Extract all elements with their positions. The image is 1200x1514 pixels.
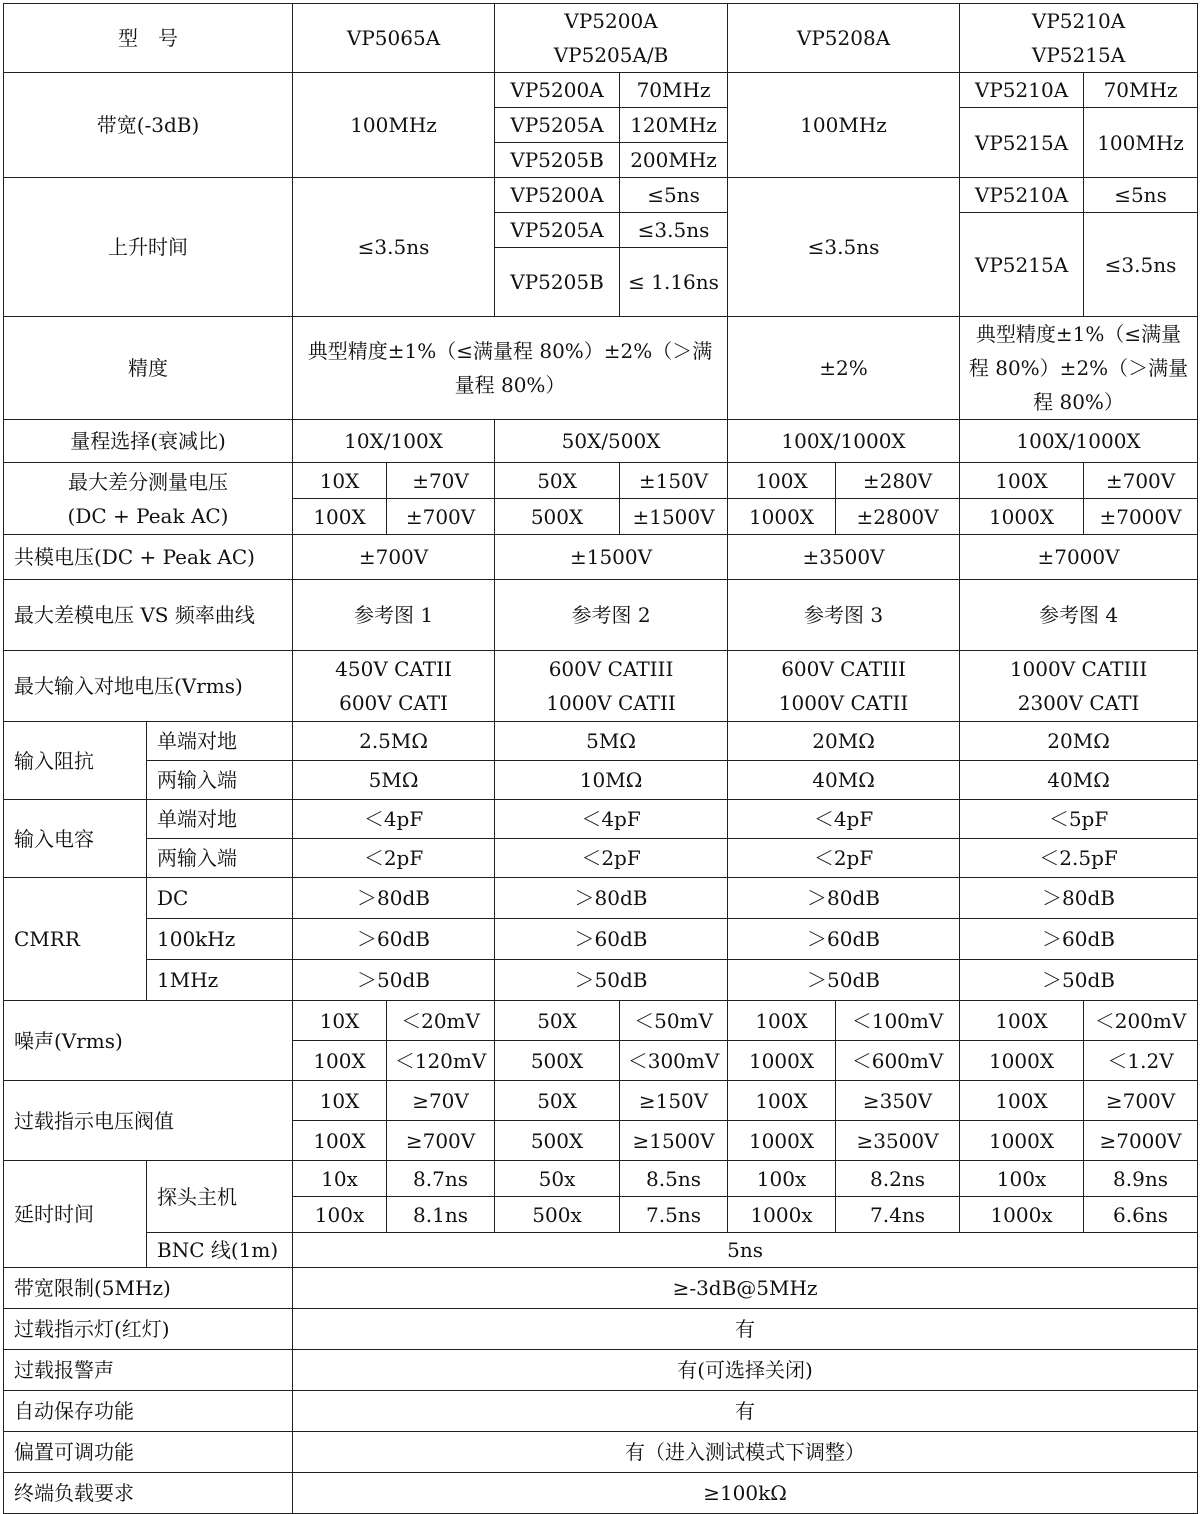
delay-bnc-value: 5ns: [293, 1233, 1198, 1268]
capacitance-row: [4, 800, 1198, 839]
range-value: 100X/1000X: [960, 420, 1198, 463]
cmrr-row: [4, 919, 1198, 960]
footer-row: [4, 1350, 1198, 1391]
capacitance-value: ＜2pF: [495, 839, 728, 878]
cmrr-value: ＞80dB: [960, 878, 1198, 919]
capacitance-row: [4, 839, 1198, 878]
common-mode-value: ±7000V: [960, 535, 1198, 580]
delay-cell: 1000x: [960, 1197, 1084, 1233]
accuracy-row: [4, 317, 1198, 420]
noise-cell: 100X: [960, 1001, 1084, 1041]
max-diff-cell: 1000X: [728, 499, 836, 535]
rise-time-label: 上升时间: [4, 178, 293, 317]
noise-cell: 100X: [293, 1041, 387, 1081]
max-diff-cell: 500X: [495, 499, 620, 535]
delay-cell: 8.2ns: [836, 1161, 960, 1197]
delay-cell: 7.5ns: [620, 1197, 728, 1233]
overload-threshold-cell: 500X: [495, 1121, 620, 1161]
accuracy-g12: 典型精度±1%（≤满量程 80%）±2%（＞满量程 80%）: [293, 317, 728, 420]
overload-threshold-row: [4, 1081, 1198, 1121]
capacitance-value: ＜4pF: [495, 800, 728, 839]
bandwidth-vp5208a: 100MHz: [728, 73, 960, 178]
common-mode-value: ±700V: [293, 535, 495, 580]
impedance-value: 20MΩ: [728, 722, 960, 761]
impedance-value: 40MΩ: [728, 761, 960, 800]
model-vp5208a: VP5208A: [728, 4, 960, 73]
noise-cell: ＜50mV: [620, 1001, 728, 1041]
impedance-value: 40MΩ: [960, 761, 1198, 800]
max-input-row: [4, 651, 1198, 722]
noise-cell: 100X: [728, 1001, 836, 1041]
cmrr-value: ＞50dB: [960, 960, 1198, 1001]
diff-vs-freq-value: 参考图 3: [728, 580, 960, 651]
delay-label: 延时时间: [4, 1161, 147, 1268]
rise-time-value: ≤5ns: [620, 178, 728, 213]
max-input-label: 最大输入对地电压(Vrms): [4, 651, 293, 722]
diff-vs-freq-value: 参考图 1: [293, 580, 495, 651]
capacitance-value: ＜2.5pF: [960, 839, 1198, 878]
cmrr-value: ＞80dB: [293, 878, 495, 919]
rise-time-model: VP5205B: [495, 248, 620, 317]
max-diff-cell: ±150V: [620, 463, 728, 499]
cmrr-value: ＞60dB: [960, 919, 1198, 960]
delay-row: [4, 1161, 1198, 1197]
bandwidth-value: 100MHz: [1084, 108, 1198, 178]
footer-value: 有: [293, 1391, 1198, 1432]
range-value: 50X/500X: [495, 420, 728, 463]
footer-value: 有（进入测试模式下调整）: [293, 1432, 1198, 1473]
bandwidth-value: 70MHz: [620, 73, 728, 108]
cmrr-row: [4, 960, 1198, 1001]
footer-label: 终端负载要求: [4, 1473, 293, 1514]
accuracy-g4: 典型精度±1%（≤满量程 80%）±2%（＞满量程 80%）: [960, 317, 1198, 420]
delay-cell: 10x: [293, 1161, 387, 1197]
delay-sub-host: 探头主机: [147, 1161, 293, 1233]
overload-threshold-cell: ≥350V: [836, 1081, 960, 1121]
capacitance-value: ＜2pF: [728, 839, 960, 878]
delay-cell: 50x: [495, 1161, 620, 1197]
delay-cell: 100x: [293, 1197, 387, 1233]
bandwidth-model: VP5215A: [960, 108, 1084, 178]
delay-cell: 8.1ns: [387, 1197, 495, 1233]
bandwidth-value: 120MHz: [620, 108, 728, 143]
overload-threshold-cell: 1000X: [960, 1121, 1084, 1161]
noise-cell: 10X: [293, 1001, 387, 1041]
noise-cell: ＜200mV: [1084, 1001, 1198, 1041]
overload-threshold-label: 过载指示电压阀值: [4, 1081, 293, 1161]
max-diff-cell: ±700V: [387, 499, 495, 535]
max-diff-cell: 10X: [293, 463, 387, 499]
delay-cell: 8.7ns: [387, 1161, 495, 1197]
capacitance-value: ＜4pF: [293, 800, 495, 839]
max-diff-cell: 100X: [960, 463, 1084, 499]
impedance-row: [4, 722, 1198, 761]
overload-threshold-cell: 10X: [293, 1081, 387, 1121]
footer-value: ≥-3dB@5MHz: [293, 1268, 1198, 1309]
range-value: 100X/1000X: [728, 420, 960, 463]
diff-vs-freq-value: 参考图 2: [495, 580, 728, 651]
footer-row: [4, 1391, 1198, 1432]
bandwidth-model: VP5205A: [495, 108, 620, 143]
footer-row: [4, 1432, 1198, 1473]
rise-time-model: VP5210A: [960, 178, 1084, 213]
bandwidth-model: VP5210A: [960, 73, 1084, 108]
impedance-value: 5MΩ: [495, 722, 728, 761]
overload-threshold-cell: 100X: [293, 1121, 387, 1161]
diff-vs-freq-row: [4, 580, 1198, 651]
header-row: [4, 4, 1198, 73]
impedance-value: 20MΩ: [960, 722, 1198, 761]
delay-cell: 100x: [960, 1161, 1084, 1197]
impedance-sub: 两输入端: [147, 761, 293, 800]
impedance-label: 输入阻抗: [4, 722, 147, 800]
delay-cell: 6.6ns: [1084, 1197, 1198, 1233]
range-row: [4, 420, 1198, 463]
model-vp5065a: VP5065A: [293, 4, 495, 73]
cmrr-label: CMRR: [4, 878, 147, 1001]
bandwidth-value: 70MHz: [1084, 73, 1198, 108]
common-mode-row: [4, 535, 1198, 580]
max-diff-cell: ±70V: [387, 463, 495, 499]
max-diff-cell: 1000X: [960, 499, 1084, 535]
footer-row: [4, 1268, 1198, 1309]
overload-threshold-cell: 1000X: [728, 1121, 836, 1161]
overload-threshold-cell: ≥70V: [387, 1081, 495, 1121]
cmrr-value: ＞60dB: [293, 919, 495, 960]
cmrr-value: ＞60dB: [728, 919, 960, 960]
noise-cell: ＜20mV: [387, 1001, 495, 1041]
rise-time-model: VP5200A: [495, 178, 620, 213]
max-diff-cell: ±2800V: [836, 499, 960, 535]
rise-time-model: VP5205A: [495, 213, 620, 248]
max-diff-cell: ±700V: [1084, 463, 1198, 499]
cmrr-sub: 100kHz: [147, 919, 293, 960]
overload-threshold-cell: ≥3500V: [836, 1121, 960, 1161]
max-diff-cell: 100X: [728, 463, 836, 499]
impedance-value: 5MΩ: [293, 761, 495, 800]
bandwidth-model: VP5205B: [495, 143, 620, 178]
max-input-value: 600V CATIII 1000V CATII: [495, 651, 728, 722]
delay-cell: 8.5ns: [620, 1161, 728, 1197]
max-diff-row: [4, 463, 1198, 499]
cmrr-row: [4, 878, 1198, 919]
footer-row: [4, 1473, 1198, 1514]
footer-label: 偏置可调功能: [4, 1432, 293, 1473]
footer-row: [4, 1309, 1198, 1350]
noise-cell: ＜120mV: [387, 1041, 495, 1081]
accuracy-g3: ±2%: [728, 317, 960, 420]
footer-value: 有(可选择关闭): [293, 1350, 1198, 1391]
max-diff-cell: 100X: [293, 499, 387, 535]
delay-sub-bnc: BNC 线(1m): [147, 1233, 293, 1268]
overload-threshold-cell: 50X: [495, 1081, 620, 1121]
overload-threshold-cell: ≥1500V: [620, 1121, 728, 1161]
max-input-value: 450V CATII 600V CATI: [293, 651, 495, 722]
rise-time-row: [4, 178, 1198, 213]
max-diff-cell: ±7000V: [1084, 499, 1198, 535]
impedance-value: 2.5MΩ: [293, 722, 495, 761]
cmrr-sub: DC: [147, 878, 293, 919]
max-input-value: 600V CATIII 1000V CATII: [728, 651, 960, 722]
max-input-value: 1000V CATIII 2300V CATI: [960, 651, 1198, 722]
cmrr-value: ＞60dB: [495, 919, 728, 960]
max-diff-cell: ±1500V: [620, 499, 728, 535]
bandwidth-vp5065a: 100MHz: [293, 73, 495, 178]
footer-value: 有: [293, 1309, 1198, 1350]
noise-cell: 1000X: [960, 1041, 1084, 1081]
footer-label: 过载报警声: [4, 1350, 293, 1391]
capacitance-sub: 两输入端: [147, 839, 293, 878]
noise-cell: 50X: [495, 1001, 620, 1041]
cmrr-sub: 1MHz: [147, 960, 293, 1001]
bandwidth-value: 200MHz: [620, 143, 728, 178]
rise-time-value: ≤3.5ns: [620, 213, 728, 248]
noise-cell: ＜1.2V: [1084, 1041, 1198, 1081]
rise-time-value: ≤3.5ns: [1084, 213, 1198, 317]
capacitance-sub: 单端对地: [147, 800, 293, 839]
delay-cell: 500x: [495, 1197, 620, 1233]
overload-threshold-cell: ≥700V: [387, 1121, 495, 1161]
common-mode-label: 共模电压(DC + Peak AC): [4, 535, 293, 580]
cmrr-value: ＞50dB: [293, 960, 495, 1001]
noise-cell: 500X: [495, 1041, 620, 1081]
max-diff-label: 最大差分测量电压 (DC + Peak AC): [4, 463, 293, 535]
delay-cell: 7.4ns: [836, 1197, 960, 1233]
rise-time-value: ≤5ns: [1084, 178, 1198, 213]
rise-time-vp5208a: ≤3.5ns: [728, 178, 960, 317]
cmrr-value: ＞80dB: [728, 878, 960, 919]
rise-time-value: ≤ 1.16ns: [620, 248, 728, 317]
common-mode-value: ±1500V: [495, 535, 728, 580]
overload-threshold-cell: ≥7000V: [1084, 1121, 1198, 1161]
noise-cell: 1000X: [728, 1041, 836, 1081]
accuracy-label: 精度: [4, 317, 293, 420]
cmrr-value: ＞50dB: [495, 960, 728, 1001]
footer-value: ≥100kΩ: [293, 1473, 1198, 1514]
noise-row: [4, 1001, 1198, 1041]
bandwidth-row: [4, 73, 1198, 108]
spec-table: [3, 3, 1198, 1514]
diff-vs-freq-value: 参考图 4: [960, 580, 1198, 651]
capacitance-label: 输入电容: [4, 800, 147, 878]
noise-label: 噪声(Vrms): [4, 1001, 293, 1081]
noise-cell: ＜600mV: [836, 1041, 960, 1081]
impedance-sub: 单端对地: [147, 722, 293, 761]
delay-cell: 8.9ns: [1084, 1161, 1198, 1197]
bandwidth-label: 带宽(-3dB): [4, 73, 293, 178]
rise-time-model: VP5215A: [960, 213, 1084, 317]
header-label: 型 号: [4, 4, 293, 73]
cmrr-value: ＞50dB: [728, 960, 960, 1001]
overload-threshold-cell: ≥700V: [1084, 1081, 1198, 1121]
footer-label: 过载指示灯(红灯): [4, 1309, 293, 1350]
delay-cell: 1000x: [728, 1197, 836, 1233]
max-diff-cell: ±280V: [836, 463, 960, 499]
overload-threshold-cell: 100X: [728, 1081, 836, 1121]
noise-cell: ＜300mV: [620, 1041, 728, 1081]
delay-cell: 100x: [728, 1161, 836, 1197]
model-vp5200a-vp5205ab: VP5200A VP5205A/B: [495, 4, 728, 73]
bandwidth-model: VP5200A: [495, 73, 620, 108]
overload-threshold-cell: ≥150V: [620, 1081, 728, 1121]
impedance-value: 10MΩ: [495, 761, 728, 800]
footer-label: 自动保存功能: [4, 1391, 293, 1432]
overload-threshold-cell: 100X: [960, 1081, 1084, 1121]
range-label: 量程选择(衰减比): [4, 420, 293, 463]
diff-vs-freq-label: 最大差模电压 VS 频率曲线: [4, 580, 293, 651]
impedance-row: [4, 761, 1198, 800]
max-diff-cell: 50X: [495, 463, 620, 499]
model-vp5210a-vp5215a: VP5210A VP5215A: [960, 4, 1198, 73]
cmrr-value: ＞80dB: [495, 878, 728, 919]
rise-time-vp5065a: ≤3.5ns: [293, 178, 495, 317]
capacitance-value: ＜4pF: [728, 800, 960, 839]
range-value: 10X/100X: [293, 420, 495, 463]
capacitance-value: ＜5pF: [960, 800, 1198, 839]
footer-label: 带宽限制(5MHz): [4, 1268, 293, 1309]
delay-row: [4, 1233, 1198, 1268]
capacitance-value: ＜2pF: [293, 839, 495, 878]
common-mode-value: ±3500V: [728, 535, 960, 580]
noise-cell: ＜100mV: [836, 1001, 960, 1041]
